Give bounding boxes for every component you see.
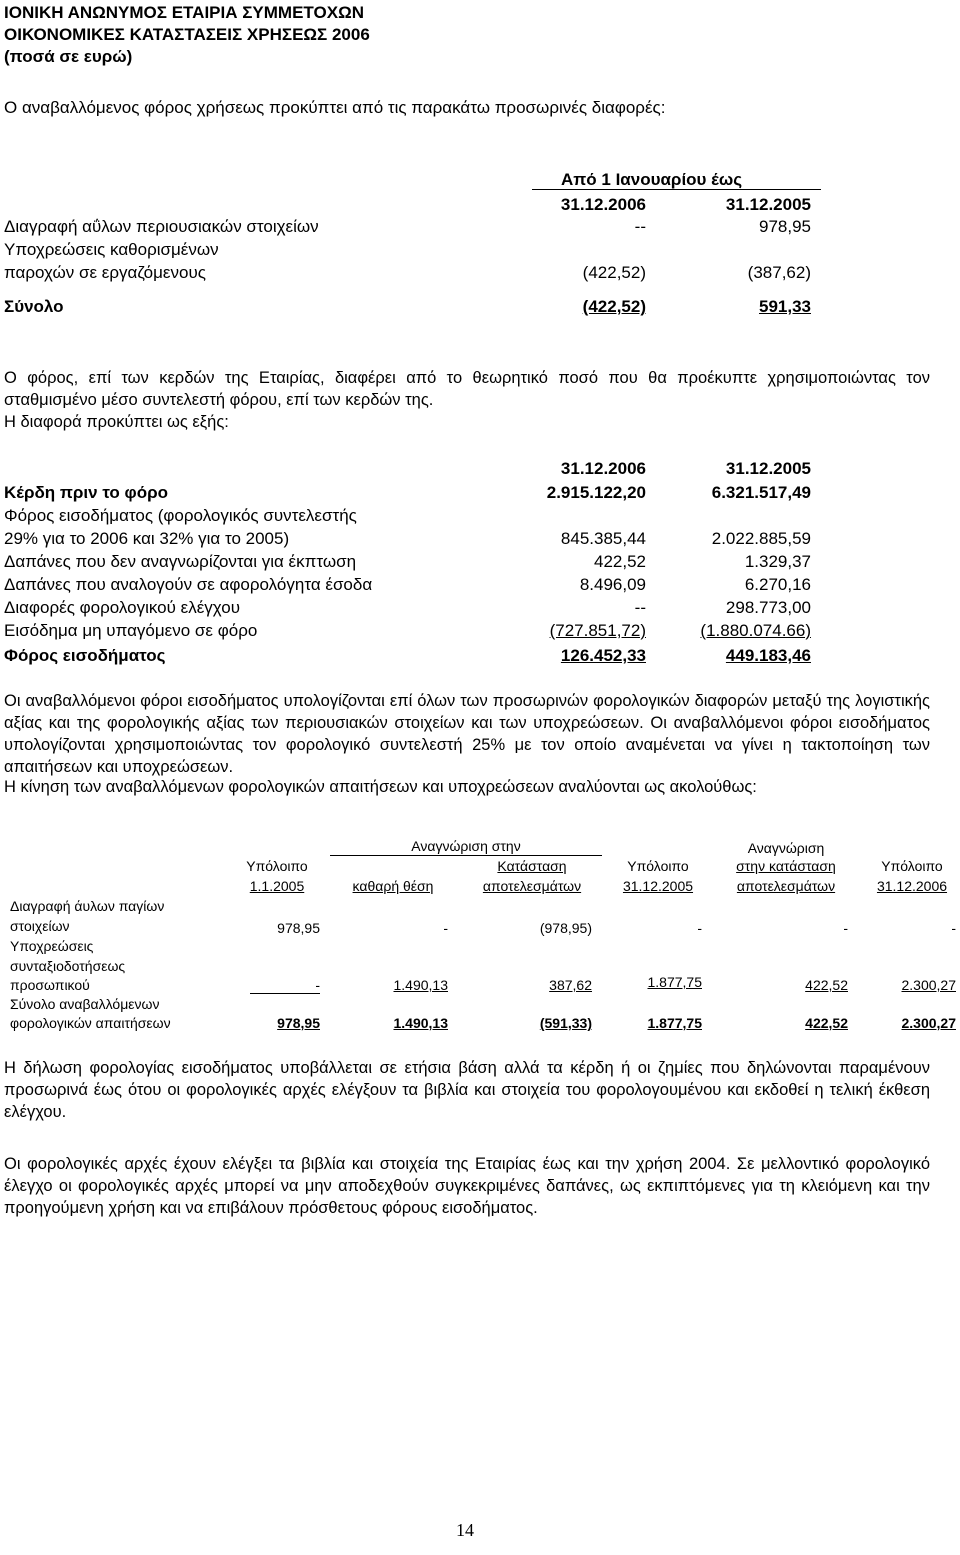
row-value: 8.496,09 [579, 575, 646, 594]
total-value: 591,33 [759, 297, 811, 316]
row-label: Δαπάνες που αναλογούν σε αφορολόγητα έσοδα [4, 575, 373, 594]
movement-intro: Η κίνηση των αναβαλλόμενων φορολογικών απαιτήσεων και υποχρεώσεων αναλύονται ως ακολούθως: [4, 778, 757, 796]
row-value: 2.300,27 [901, 977, 956, 993]
row-value: 978,95 [277, 920, 320, 936]
row-value: 422,52 [594, 552, 646, 571]
row-value: 1.877,75 [647, 974, 702, 990]
total-value: (591,33) [539, 1015, 592, 1031]
difference-intro: Η διαφορά προκύπτει ως εξής: [4, 413, 229, 431]
col-2005-header: 31.12.2005 [725, 195, 811, 214]
col-2005-header: 31.12.2005 [725, 459, 811, 478]
page-number: 14 [456, 1520, 474, 1540]
row-value: - [951, 920, 956, 936]
header-rule [330, 855, 602, 856]
row-value: (1.880.074.66) [700, 621, 811, 640]
total-value: 2.300,27 [901, 1015, 956, 1031]
row-label: 29% για το 2006 και 32% για το 2005) [4, 529, 290, 548]
header-recognition-2: αποτελεσμάτων [736, 878, 836, 894]
header-balance-2006-end: 31.12.2006 [876, 878, 948, 894]
tax-audit-paragraph: Οι φορολογικές αρχές έχουν ελέγξει τα βιβλία και στοιχεία της Εταιρίας έως και την χρήση 2004. Σε μελλοντικό φορολογικό έλεγχο οι φορολογικές αρχές μπορεί να μην αποδεχθούν συγκεκριμένες δαπάνες, ως εκπιπτόμενες για τη κλειόμενη και την προηγούμενη χρήση και να επιβάλουν πρόσθετους φόρους εισοδήματος. [4, 1155, 930, 1217]
row-label: Διαγραφή άυλων παγίων [10, 898, 165, 914]
row-label: Φόρος εισοδήματος (φορολογικός συντελεστής [4, 506, 357, 525]
row-value: 2.022.885,59 [711, 529, 811, 548]
subtotal-rule [250, 993, 320, 994]
row-value: 1.329,37 [744, 552, 811, 571]
row-value: - [697, 920, 702, 936]
header-recognition: Αναγνώριση στην [411, 838, 521, 854]
currency-note: (ποσά σε ευρώ) [4, 47, 133, 66]
company-title: ΙΟΝΙΚΗ ΑΝΩΝΥΜΟΣ ΕΤΑΙΡΙΑ ΣΥΜΜΕΤΟΧΩΝ [4, 3, 364, 22]
total-label: Σύνολο αναβαλλόμενων [10, 996, 160, 1012]
total-value: (422,52) [582, 297, 646, 316]
total-value: 1.490,13 [393, 1015, 448, 1031]
total-value: 449.183,46 [725, 646, 811, 665]
header-equity: καθαρή θέση [352, 878, 434, 894]
row-label: Εισόδημα μη υπαγόμενο σε φόρο [4, 621, 258, 640]
row-label: Διαφορές φορολογικού ελέγχου [4, 598, 240, 617]
row-label: Κέρδη πριν το φόρο [4, 483, 168, 502]
row-value: 6.321.517,49 [711, 483, 811, 502]
row-value: 387,62 [549, 977, 592, 993]
row-label: παροχών σε εργαζόμενους [4, 263, 206, 282]
header-balance-2005-start: 1.1.2005 [249, 878, 305, 894]
row-label: Υποχρεώσεις [10, 938, 94, 954]
header-income-statement: αποτελεσμάτων [482, 878, 582, 894]
total-label: Σύνολο [4, 297, 64, 316]
row-value: 1.490,13 [393, 977, 448, 993]
row-value: 845.385,44 [560, 529, 646, 548]
tax-return-paragraph: Η δήλωση φορολογίας εισοδήματος υποβάλλεται σε ετήσια βάση αλλά τα κέρδη ή οι ζημίες που δηλώνονται παραμένουν προσωρινά έως ότου οι φορολογικές αρχές ελέγξουν τα βιβλία και στοιχεία του φορολογουμένου και εκδοθεί η τελική έκθεση ελέγχου. [4, 1059, 930, 1121]
row-value: 422,52 [805, 977, 848, 993]
header-balance-2005-start: Υπόλοιπο [246, 858, 308, 874]
header-recognition-2: Αναγνώριση [747, 840, 825, 856]
col-2006-header: 31.12.2006 [560, 459, 646, 478]
row-label: Διαγραφή αΰλων περιουσιακών στοιχείων [4, 217, 319, 236]
row-label: προσωπικού [10, 977, 90, 993]
header-balance-2005-end: 31.12.2005 [622, 878, 694, 894]
header-recognition-2: στην κατάσταση [736, 858, 836, 874]
row-value: - [443, 920, 448, 936]
header-balance-2006-end: Υπόλοιπο [881, 858, 943, 874]
deferred-tax-paragraph: Οι αναβαλλόμενοι φόροι εισοδήματος υπολογίζονται επί όλων των προσωρινών φορολογικών διαφορών μεταξύ της λογιστικής αξίας και της φορολογικής αξίας των περιουσιακών στοιχείων και των υποχρεώσεων. Οι αναβαλλόμενοι φόροι εισοδήματος υπολογίζονται χρησιμοποιώντας τον φορολογικό συντελεστή 25% με τον οποίο αναμένεται να γίνει η τακτοποίηση των απαιτήσεων και υποχρεώσεων. [4, 692, 930, 776]
row-value: 978,95 [759, 217, 811, 236]
header-balance-2005-end: Υπόλοιπο [627, 858, 689, 874]
row-value: (422,52) [582, 263, 646, 282]
row-value: - [315, 977, 320, 993]
total-value: 978,95 [277, 1015, 320, 1031]
row-label: Δαπάνες που δεν αναγνωρίζονται για έκπτωση [4, 552, 357, 571]
col-2006-header: 31.12.2006 [560, 195, 646, 214]
intro-text: Ο αναβαλλόμενος φόρος χρήσεως προκύπτει από τις παρακάτω προσωρινές διαφορές: [4, 98, 666, 117]
row-value: -- [634, 217, 646, 236]
row-value: 298.773,00 [725, 598, 811, 617]
row-value: (387,62) [747, 263, 811, 282]
row-label: στοιχείων [10, 918, 70, 934]
row-value: (727.851,72) [549, 621, 646, 640]
row-value: 6.270,16 [744, 575, 811, 594]
row-value: - [843, 920, 848, 936]
row-value: -- [634, 598, 646, 617]
header-rule [532, 189, 821, 190]
statements-title: ΟΙΚΟΝΟΜΙΚΕΣ ΚΑΤΑΣΤΑΣΕΙΣ ΧΡΗΣΕΩΣ 2006 [4, 25, 370, 44]
row-value: (978,95) [539, 920, 592, 936]
row-label: συνταξιοδοτήσεως [10, 958, 126, 974]
total-label: φορολογικών απαιτήσεων [10, 1015, 171, 1031]
total-value: 126.452,33 [560, 646, 646, 665]
total-value: 1.877,75 [647, 1015, 702, 1031]
total-label: Φόρος εισοδήματος [4, 646, 166, 665]
header-income-statement: Κατάσταση [497, 858, 567, 874]
row-label: Υποχρεώσεις καθορισμένων [4, 240, 219, 259]
period-header: Από 1 Ιανουαρίου έως [561, 170, 743, 189]
tax-reconciliation-paragraph: Ο φόρος, επί των κερδών της Εταιρίας, διαφέρει από το θεωρητικό ποσό που θα προέκυπτε χρησιμοποιώντας τον σταθμισμένο μέσο συντελεστή φόρου, επί των κερδών της. [4, 369, 930, 409]
row-value: 2.915.122,20 [546, 483, 646, 502]
total-value: 422,52 [805, 1015, 848, 1031]
